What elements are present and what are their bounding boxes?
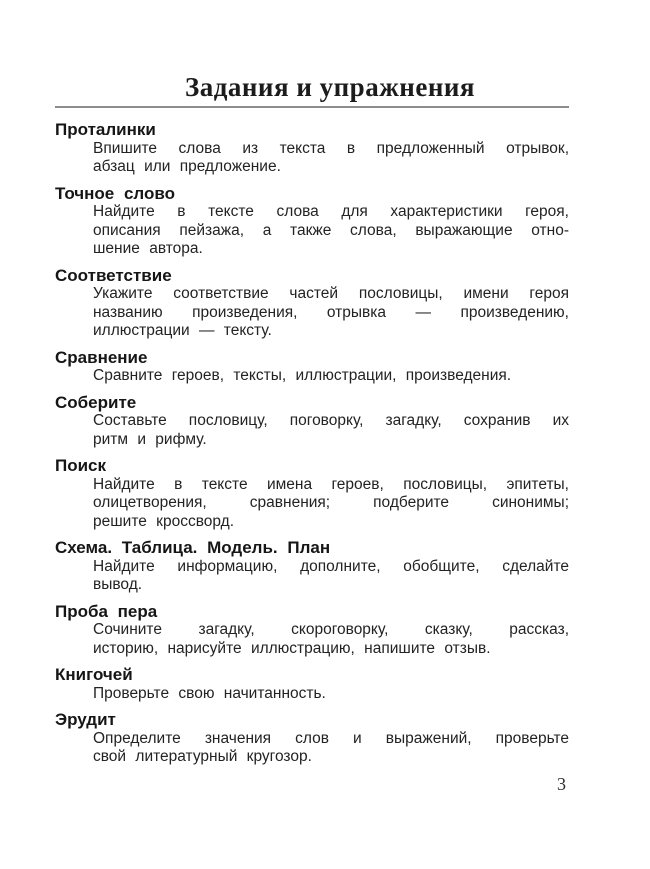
body-line: Укажите соответствие частей пословицы, имени героя (93, 285, 569, 302)
body-line: названию произведения, отрывка — произведению, (93, 303, 569, 321)
section-heading: Соберите (55, 392, 137, 412)
body-line: Впишите слова из текста в предложенный отрывок, (93, 139, 569, 157)
body-line: вывод. (93, 576, 143, 593)
section-heading: Сравнение (55, 347, 148, 367)
section-body (55, 730, 569, 767)
body-line: Определите значения слов и выражений, проверьте (93, 729, 569, 747)
body-line: Найдите информацию, дополните, обобщите, сделайте (93, 557, 569, 575)
page-title: Задания и упражнения (184, 72, 476, 102)
body-line: ритм и рифму. (93, 430, 207, 448)
body-line: историю, нарисуйте иллюстрацию, напишите отзыв. (93, 639, 491, 657)
section-heading: Проба пера (55, 601, 158, 621)
section-heading: Поиск (55, 456, 107, 475)
title-divider (55, 106, 569, 108)
section-heading: Проталинки (55, 120, 156, 139)
section-sootvetstvie (55, 267, 569, 341)
section-body (55, 685, 569, 704)
section-body (55, 558, 569, 595)
body-line: решите кроссворд. (93, 512, 235, 530)
section-proba-pera (55, 603, 569, 659)
section-poisk (55, 457, 569, 531)
section-protalinki (55, 121, 569, 177)
section-body (55, 476, 569, 532)
section-sravnenie (55, 349, 569, 386)
body-line: Сравните героев, тексты, иллюстрации, произведения. (93, 367, 512, 384)
section-knigochey (55, 666, 569, 703)
body-line: Проверьте свою начитанность. (93, 684, 326, 702)
section-heading: Эрудит (55, 710, 116, 729)
section-erudit (55, 711, 569, 767)
body-line: Сочините загадку, скороговорку, сказку, рассказ, (93, 621, 569, 638)
body-line: описания пейзажа, а также слова, выражающие отно- (93, 221, 569, 239)
section-body (55, 621, 569, 658)
page-number: 3 (557, 773, 566, 794)
body-line: шение автора. (93, 240, 203, 257)
section-body (55, 285, 569, 341)
body-line: свой литературный кругозор. (93, 748, 312, 765)
body-line: Найдите в тексте имена героев, пословицы, эпитеты, (93, 475, 569, 493)
section-body (55, 140, 569, 177)
body-line: Составьте пословицу, поговорку, загадку, сохранив их (93, 412, 569, 429)
body-line: абзац или предложение. (93, 158, 281, 175)
section-tochnoe-slovo (55, 185, 569, 259)
exercise-legend (55, 121, 569, 767)
section-heading: Соответствие (55, 265, 172, 285)
section-heading: Схема. Таблица. Модель. План (55, 538, 331, 557)
section-shema-tablica-model-plan (55, 539, 569, 595)
section-body (55, 367, 569, 386)
section-heading: Точное слово (55, 183, 175, 203)
body-line: Найдите в тексте слова для характеристики героя, (93, 203, 569, 220)
section-body (55, 412, 569, 449)
body-line: иллюстрации — тексту. (93, 322, 272, 339)
section-soberite (55, 394, 569, 450)
section-heading: Книгочей (55, 665, 133, 684)
body-line: олицетворения, сравнения; подберите синонимы; (93, 494, 569, 511)
section-body (55, 203, 569, 259)
